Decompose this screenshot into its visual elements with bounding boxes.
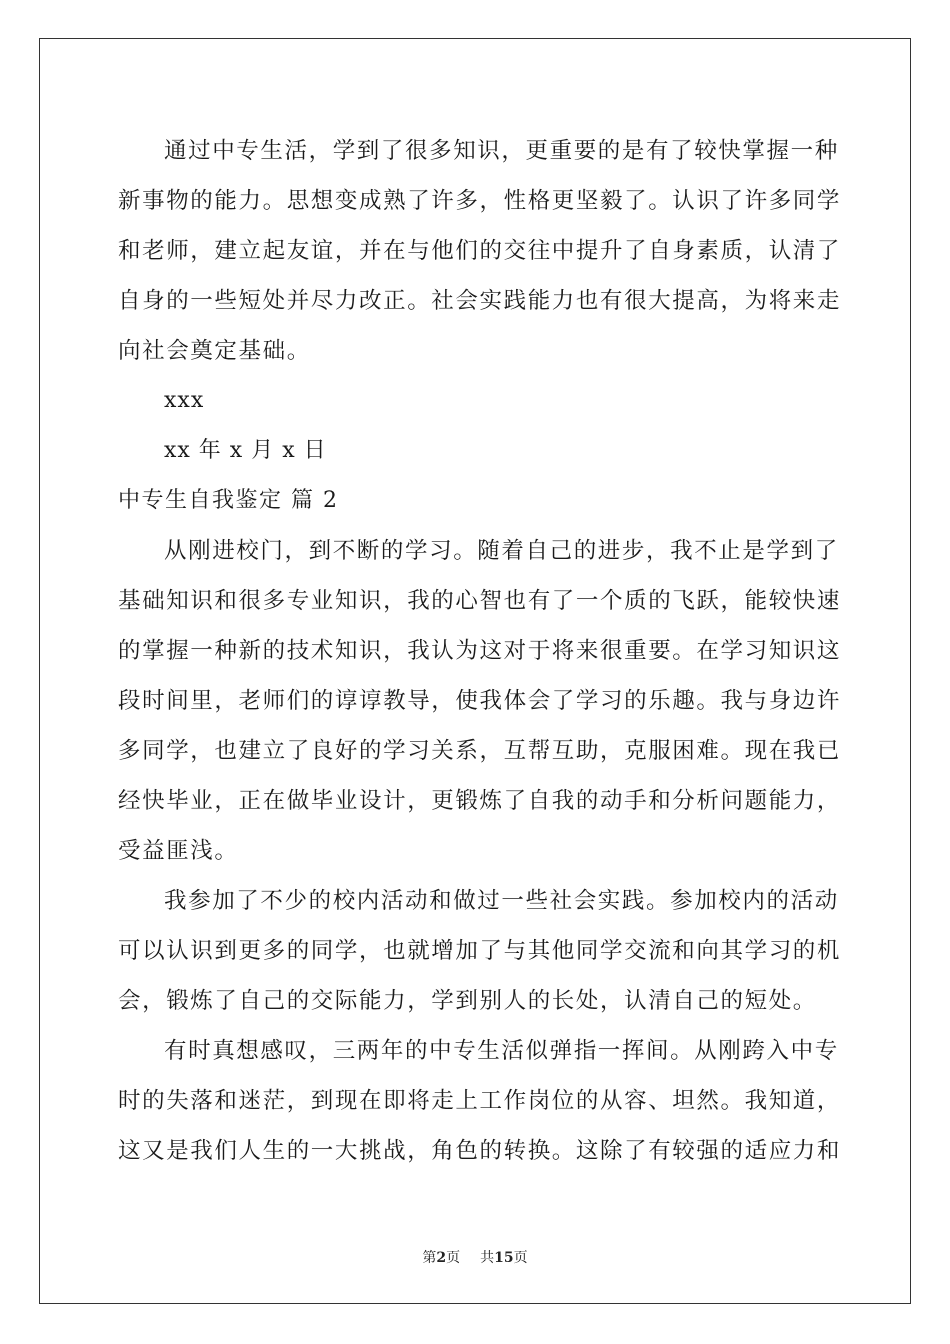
total-suffix: 页 xyxy=(513,1250,528,1266)
paragraph-2 xyxy=(118,526,842,876)
paragraph-1 xyxy=(118,126,842,376)
page-prefix: 第 xyxy=(422,1250,437,1266)
paragraph-line: 有时真想感叹，三两年的中专生活似弹指一挥间。从刚跨入中专 xyxy=(164,1038,839,1064)
current-page: 2 xyxy=(436,1250,447,1266)
signature-name: xxx xyxy=(164,388,205,413)
paragraph-line: 会，锻炼了自己的交际能力，学到别人的长处，认清自己的短处。 xyxy=(118,988,817,1014)
section-heading: 中专生自我鉴定 篇 2 xyxy=(118,488,339,513)
total-pages: 15 xyxy=(494,1250,514,1266)
paragraph-4 xyxy=(118,1026,842,1176)
paragraph-3 xyxy=(118,876,842,1026)
paragraph-line: 从刚进校门，到不断的学习。随着自己的进步，我不止是学到了 xyxy=(164,538,839,564)
paragraph-line: 的掌握一种新的技术知识，我认为这对于将来很重要。在学习知识这 xyxy=(118,638,842,664)
paragraph-line: 通过中专生活，学到了很多知识，更重要的是有了较快掌握一种 xyxy=(164,138,839,164)
paragraph-line: 多同学，也建立了良好的学习关系，互帮互助，克服困难。现在我已 xyxy=(118,738,842,764)
signature-date: xx 年 x 月 x 日 xyxy=(164,438,327,463)
paragraph-line: 我参加了不少的校内活动和做过一些社会实践。参加校内的活动 xyxy=(164,888,839,914)
paragraph-line: 基础知识和很多专业知识，我的心智也有了一个质的飞跃，能较快速 xyxy=(118,588,842,614)
paragraph-line: 可以认识到更多的同学，也就增加了与其他同学交流和向其学习的机 xyxy=(118,938,842,964)
page-suffix: 页 xyxy=(446,1250,461,1266)
paragraph-line: 经快毕业，正在做毕业设计，更锻炼了自我的动手和分析问题能力， xyxy=(118,788,842,814)
paragraph-line: 新事物的能力。思想变成熟了许多，性格更坚毅了。认识了许多同学 xyxy=(118,188,842,214)
paragraph-line: 段时间里，老师们的谆谆教导，使我体会了学习的乐趣。我与身边许 xyxy=(118,688,842,714)
page-number xyxy=(422,1250,460,1266)
page-footer xyxy=(0,1247,950,1267)
document-body xyxy=(118,126,842,1176)
total-prefix: 共 xyxy=(480,1250,495,1266)
paragraph-line: 自身的一些短处并尽力改正。社会实践能力也有很大提高，为将来走 xyxy=(118,288,842,314)
paragraph-line: 向社会奠定基础。 xyxy=(118,338,311,364)
paragraph-line: 受益匪浅。 xyxy=(118,838,239,864)
paragraph-line: 时的失落和迷茫，到现在即将走上工作岗位的从容、坦然。我知道， xyxy=(118,1088,842,1114)
page-total xyxy=(480,1250,527,1266)
paragraph-line: 和老师，建立起友谊，并在与他们的交往中提升了自身素质，认清了 xyxy=(118,238,842,264)
paragraph-line: 这又是我们人生的一大挑战，角色的转换。这除了有较强的适应力和 xyxy=(118,1138,842,1164)
